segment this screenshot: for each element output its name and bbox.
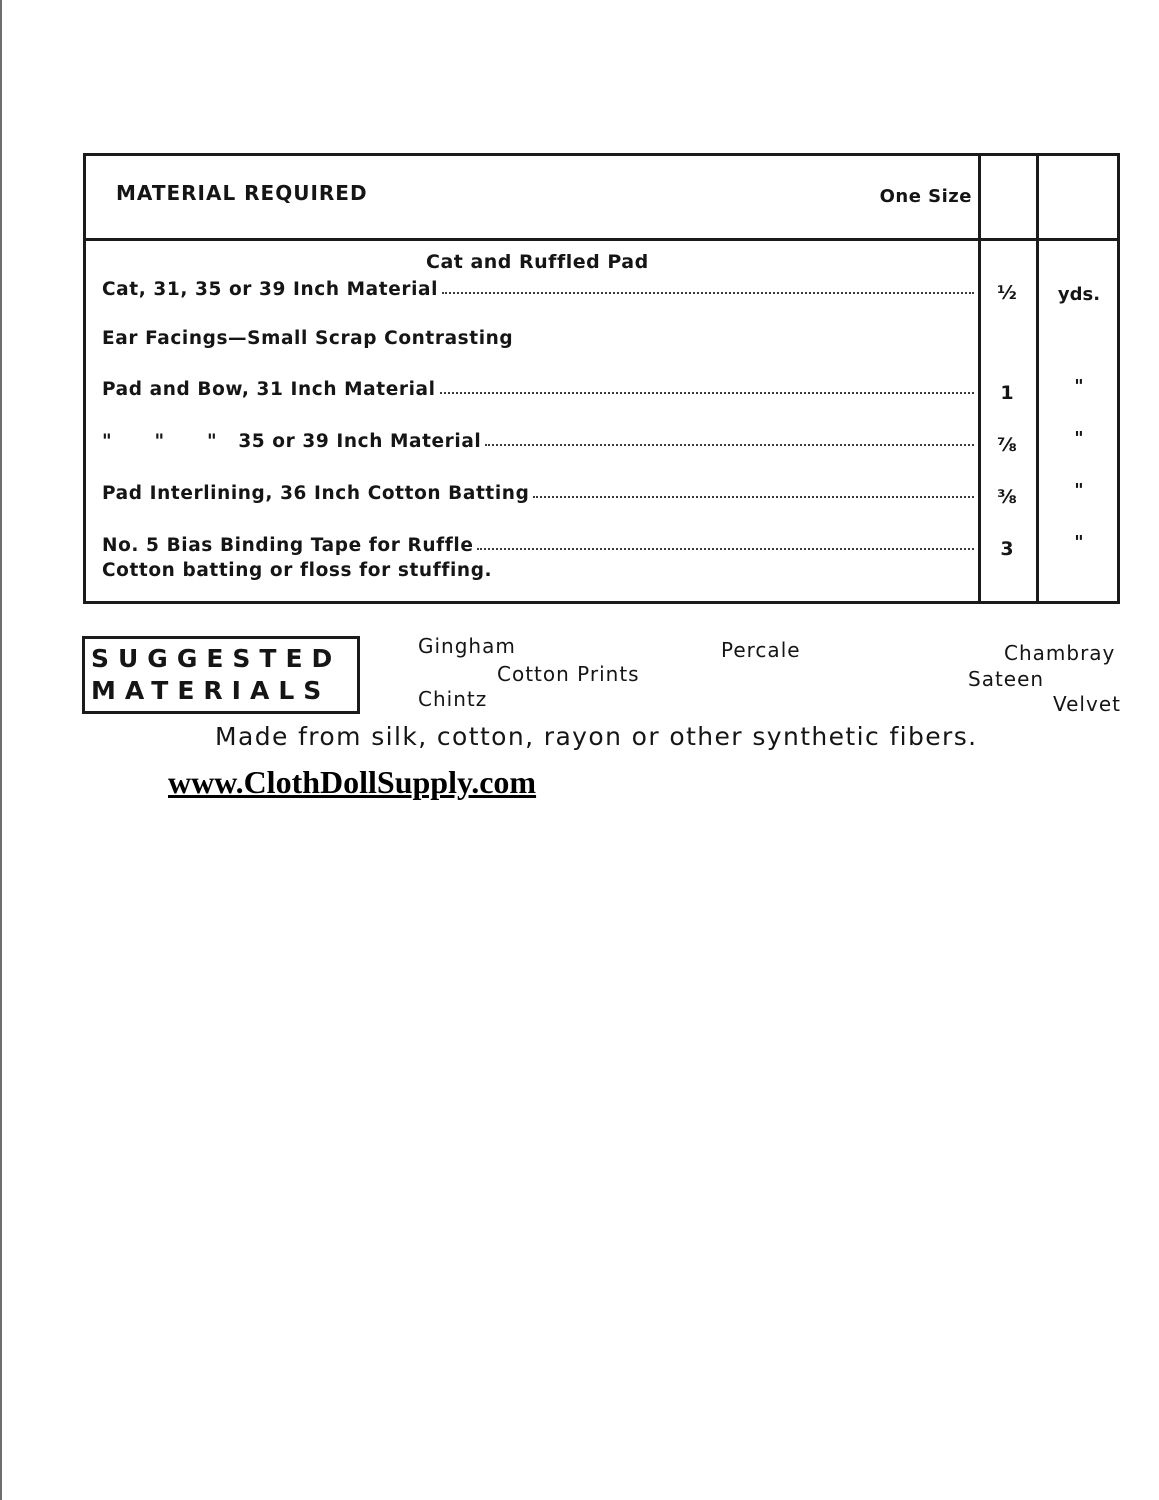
fabric-item: Sateen	[968, 667, 1045, 691]
row-label: Pad and Bow, 31 Inch Material	[102, 379, 436, 400]
row-quantity: 1	[1000, 382, 1014, 404]
row-unit: "	[1074, 376, 1084, 397]
row-unit: "	[1074, 428, 1084, 449]
table-row	[102, 274, 976, 300]
row-unit: "	[1074, 480, 1084, 501]
dot-leader	[485, 444, 974, 446]
website-link[interactable]: www.ClothDollSupply.com	[168, 764, 537, 800]
table-row	[102, 478, 976, 504]
dot-leader	[442, 292, 974, 294]
fabric-item: Chambray	[1004, 641, 1116, 665]
table-column-divider	[1036, 153, 1039, 604]
row-label: Cat, 31, 35 or 39 Inch Material	[102, 279, 439, 300]
material-required-table	[83, 153, 1120, 604]
table-row	[102, 374, 976, 400]
page-edge-line	[0, 0, 2, 1500]
row-label: " " " 35 or 39 Inch Material	[102, 431, 482, 452]
dot-leader	[477, 548, 974, 550]
fabric-item: Velvet	[1053, 692, 1121, 716]
table-title: MATERIAL REQUIRED	[116, 181, 368, 205]
fiber-note: Made from silk, cotton, rayon or other synthetic fibers.	[215, 722, 978, 751]
row-unit: "	[1074, 532, 1084, 553]
table-row	[102, 530, 976, 556]
table-row: Ear Facings—Small Scrap Contrasting	[102, 328, 514, 349]
fabric-item: Percale	[721, 638, 801, 662]
fabric-item: Cotton Prints	[497, 662, 640, 686]
dot-leader	[440, 392, 974, 394]
table-column-divider	[978, 153, 981, 604]
row-unit: yds.	[1057, 284, 1101, 305]
row-quantity: ½	[997, 282, 1017, 304]
row-quantity: ⅜	[997, 486, 1017, 508]
row-quantity: 3	[1000, 538, 1014, 560]
suggested-heading-line: SUGGESTED	[91, 644, 342, 673]
row-label: No. 5 Bias Binding Tape for Ruffle	[102, 535, 474, 556]
size-header: One Size	[879, 186, 972, 207]
table-row: Cotton batting or floss for stuffing.	[102, 560, 493, 581]
section-heading: Cat and Ruffled Pad	[426, 251, 649, 273]
suggested-materials-heading	[82, 636, 360, 714]
table-row	[102, 426, 976, 452]
fabric-item: Gingham	[418, 634, 516, 658]
suggested-heading-line: MATERIALS	[91, 676, 331, 705]
fabric-item: Chintz	[418, 687, 488, 711]
dot-leader	[533, 496, 974, 498]
table-header-divider	[83, 238, 1120, 241]
row-label: Pad Interlining, 36 Inch Cotton Batting	[102, 483, 530, 504]
row-quantity: ⅞	[997, 434, 1017, 456]
